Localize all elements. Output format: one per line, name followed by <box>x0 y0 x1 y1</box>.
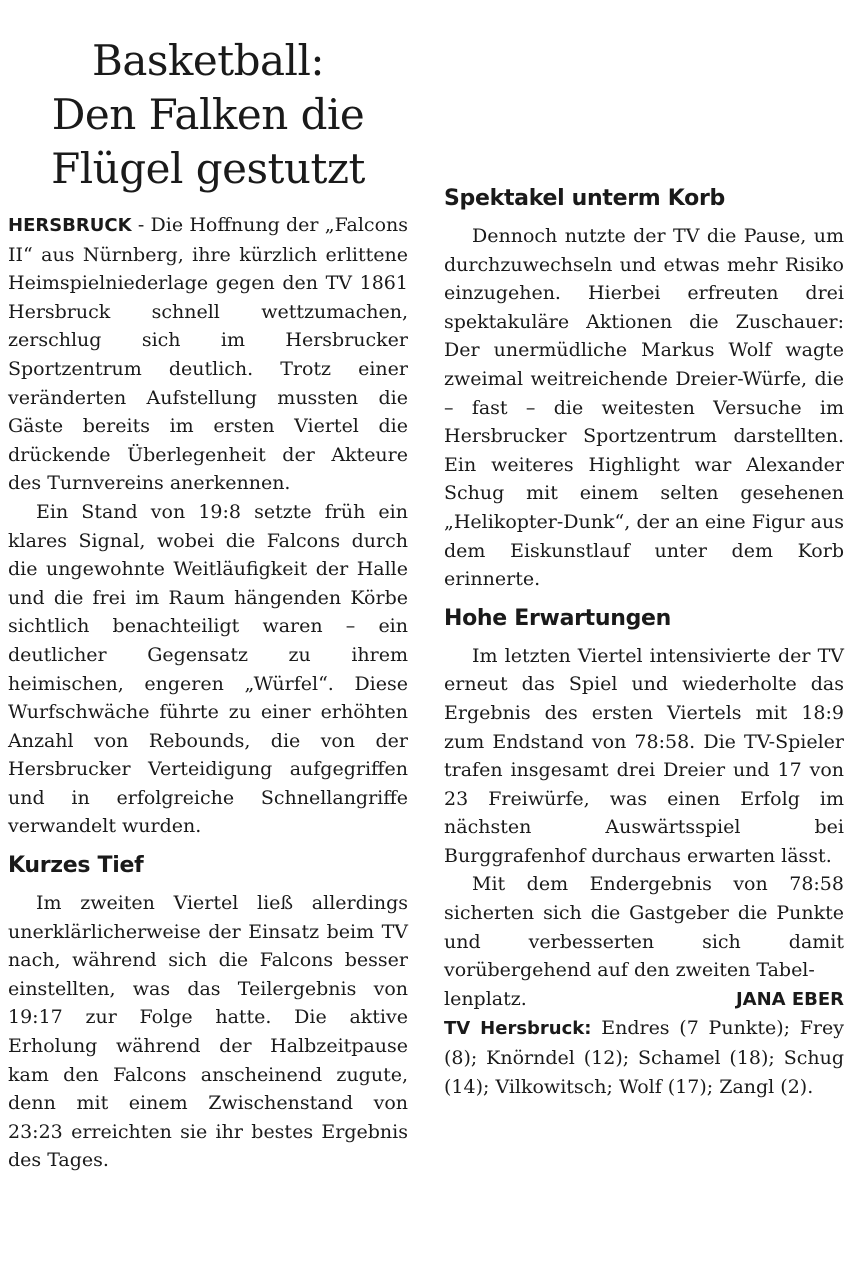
paragraph-intro <box>8 211 408 498</box>
paragraph-4: Dennoch nutzte der TV die Pause, um durchzuwechseln und etwas mehr Risiko einzugehen. Hierbei erfreuten drei spektakuläre Aktionen die Zuschauer: Der unermüdliche Markus Wolf wagte zweimal weitreichende Dreier-Würfe, die – fast – die weitesten Versuche im Hersbrucker Sportzentrum darstellten. Ein weiteres Highlight war Alexander Schug mit einem selten gesehenen „Helikopter-Dunk“, der an eine Figur aus dem Eiskunstlauf unter dem Korb erinnerte. <box>444 225 844 591</box>
paragraph-6: Mit dem Endergebnis von 78:58 sicherten sich die Gastgeber die Punkte und verbesserten sich damit vorübergehend auf den zweiten Tabel- <box>444 873 844 982</box>
subheading-spektakel: Spektakel unterm Korb <box>444 186 725 211</box>
headline <box>8 34 408 196</box>
headline-line-2: Den Falken die <box>51 90 365 139</box>
left-column <box>8 0 408 1175</box>
paragraph-6-end: lenplatz. <box>444 987 527 1010</box>
paragraph-3: Im zweiten Viertel ließ allerdings unerklärlicherweise der Einsatz beim TV nach, während sich die Falcons besser einstellten, was das Teilergebnis von 19:17 zur Folge hatte. Die aktive Erholung während der Halbzeitpause kam den Falcons anscheinend zugute, denn mit einem Zwischenstand von 23:23 erreichten sie ihr bestes Ergebnis des Tages. <box>8 892 408 1172</box>
subheading-hohe-erwartungen: Hohe Erwartungen <box>444 605 672 631</box>
paragraph-intro-text: - Die Hoffnung der „Falcons II“ aus Nürnberg, ihre kürzlich erlittene Heimspielniederlage gegen den TV 1861 Hersbruck schnell wettzumachen, zerschlug sich im Hersbrucker Sportzentrum deutlich. Trotz einer veränderten Aufstellung mussten die Gäste bereits im ersten Viertel die drückende Überlegenheit der Akteure des Turnvereins anerkennen. <box>8 214 408 495</box>
subheading-kurzes-tief: Kurzes Tief <box>8 853 144 879</box>
author-signature: JANA EBER <box>735 988 844 1010</box>
roster-label: TV Hersbruck: <box>444 1018 592 1040</box>
roster-players: Endres (7 Punkte); Frey (8); Knörndel (12); Schamel (18); Schug (14); Vilkowitsch; Wolf (17); Zangl (2). <box>444 1017 844 1098</box>
author-line <box>444 985 844 1015</box>
headline-line-3: Flügel gestutzt <box>51 144 365 193</box>
headline-line-1: Basketball: <box>91 36 325 85</box>
right-column <box>444 0 844 1101</box>
paragraph-5: Im letzten Viertel intensivierte der TV erneut das Spiel und wiederholte das Ergebnis des ersten Viertels mit 18:9 zum Endstand von 78:58. Die TV-Spieler trafen insgesamt drei Dreier und 17 von 23 Freiwürfe, was einen Erfolg im nächsten Auswärtsspiel bei Burggrafenhof durchaus erwarten lässt. <box>444 644 844 867</box>
roster <box>444 1014 844 1101</box>
paragraph-2: Ein Stand von 19:8 setzte früh ein klares Signal, wobei die Falcons durch die ungewohnte Weitläufigkeit der Halle und die frei im Raum hängenden Körbe sichtlich benachteiligt waren – ein deutlicher Gegensatz zu ihrem heimischen, engeren „Würfel“. Diese Wurfschwäche führte zu einer erhöhten Anzahl von Rebounds, die von der Hersbrucker Verteidigung aufgegriffen und in erfolgreiche Schnellangriffe verwandelt wurden. <box>8 500 408 838</box>
dateline: HERSBRUCK <box>8 215 132 236</box>
